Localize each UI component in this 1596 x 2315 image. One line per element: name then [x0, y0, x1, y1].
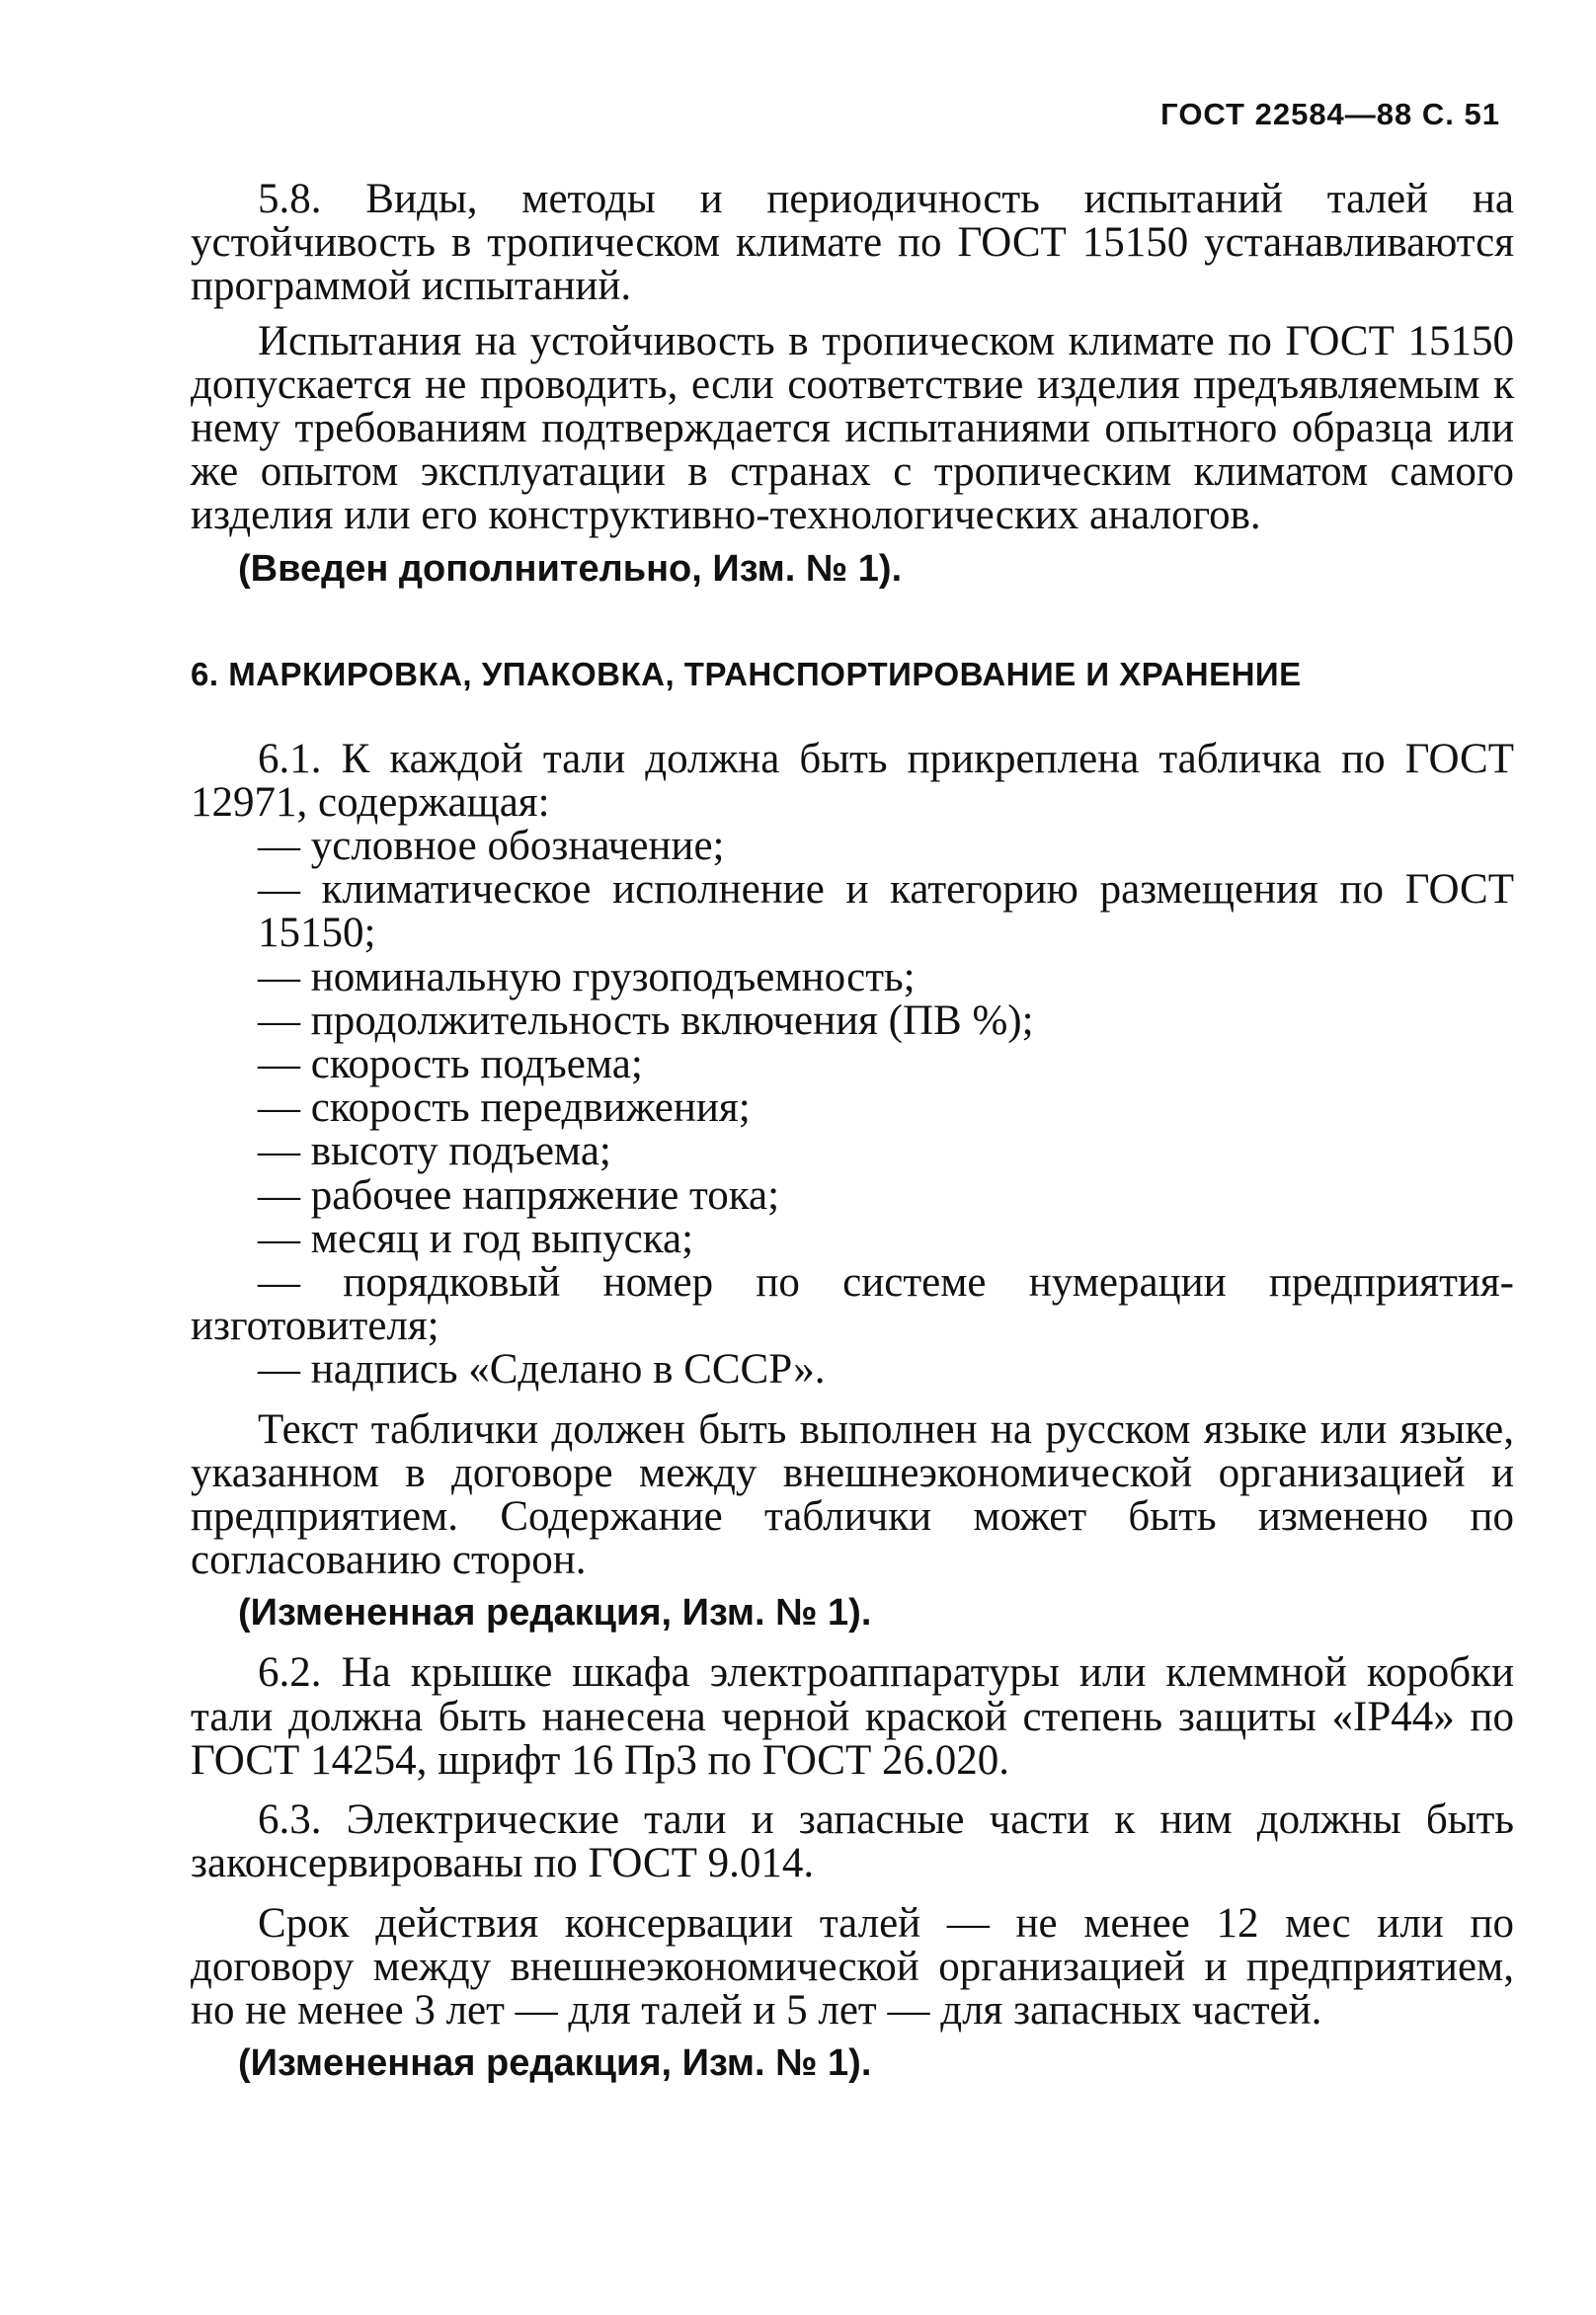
- page-header: ГОСТ 22584—88 С. 51: [1160, 97, 1500, 131]
- list-item: — номинальную грузоподъемность;: [258, 953, 916, 1000]
- list-item-text: — климатическое исполнение и категорию размещения по ГОСТ 15150;: [258, 866, 1514, 957]
- list-item: — скорость передвижения;: [258, 1084, 751, 1132]
- list-item: — высоту подъема;: [258, 1128, 611, 1175]
- paragraph-6-1: 6.1. К каждой тали должна быть прикреплена табличка по ГОСТ 12971, содержащая:: [191, 735, 1514, 826]
- marking-list: [191, 825, 1514, 1393]
- section-6-heading: 6. МАРКИРОВКА, УПАКОВКА, ТРАНСПОРТИРОВАНИЕ И ХРАНЕНИЕ: [191, 655, 1302, 692]
- amendment-note-2: (Измененная редакция, Изм. № 1).: [238, 1592, 872, 1635]
- list-item: — скорость подъема;: [258, 1041, 643, 1088]
- list-item: — условное обозначение;: [258, 823, 725, 870]
- list-item: [191, 868, 1514, 955]
- list-item: — продолжительность включения (ПВ %);: [258, 997, 1034, 1044]
- paragraph-5-8-continued: Испытания на устойчивость в тропическом климате по ГОСТ 15150 допускается не проводить, если соответствие изделия предъявляемым к нему требованиям подтверждается испытаниями опытного образца или же опытом эксплуатации в странах с тропическим климатом самого изделия или его конструктивно-технологических аналогов.: [191, 317, 1514, 539]
- list-item: — порядковый номер по системе нумерации предприятия-изготовителя;: [191, 1259, 1514, 1350]
- list-item: — рабочее напряжение тока;: [258, 1171, 780, 1219]
- paragraph-6-3-continued: Срок действия консервации талей — не менее 12 мес или по договору между внешнеэкономической организацией и предприятием, но не менее 3 лет — для талей и 5 лет — для запасных частей.: [191, 1899, 1514, 2034]
- list-item: — месяц и год выпуска;: [258, 1215, 694, 1262]
- amendment-note-3: (Измененная редакция, Изм. № 1).: [238, 2042, 872, 2085]
- paragraph-5-8: 5.8. Виды, методы и периодичность испытаний талей на устойчивость в тропическом климате по ГОСТ 15150 устанавливаются программой испытаний.: [191, 176, 1514, 310]
- page-content: [191, 178, 1514, 2086]
- paragraph-6-1-plate-text: Текст таблички должен быть выполнен на русском языке или языке, указанном в договоре между внешнеэкономической организацией и предприятием. Содержание таблички может быть изменено по согласованию сторон.: [191, 1405, 1514, 1584]
- paragraph-6-3: 6.3. Электрические тали и запасные части к ним должны быть законсервированы по ГОСТ 9.014.: [191, 1796, 1514, 1887]
- paragraph-6-2: 6.2. На крышке шкафа электроаппаратуры или клеммной коробки тали должна быть нанесена черной краской степень защиты «IP44» по ГОСТ 14254, шрифт 16 Пр3 по ГОСТ 26.020.: [191, 1649, 1514, 1784]
- list-item: — надпись «Сделано в СССР».: [258, 1346, 826, 1394]
- amendment-note-1: (Введен дополнительно, Изм. № 1).: [238, 547, 903, 590]
